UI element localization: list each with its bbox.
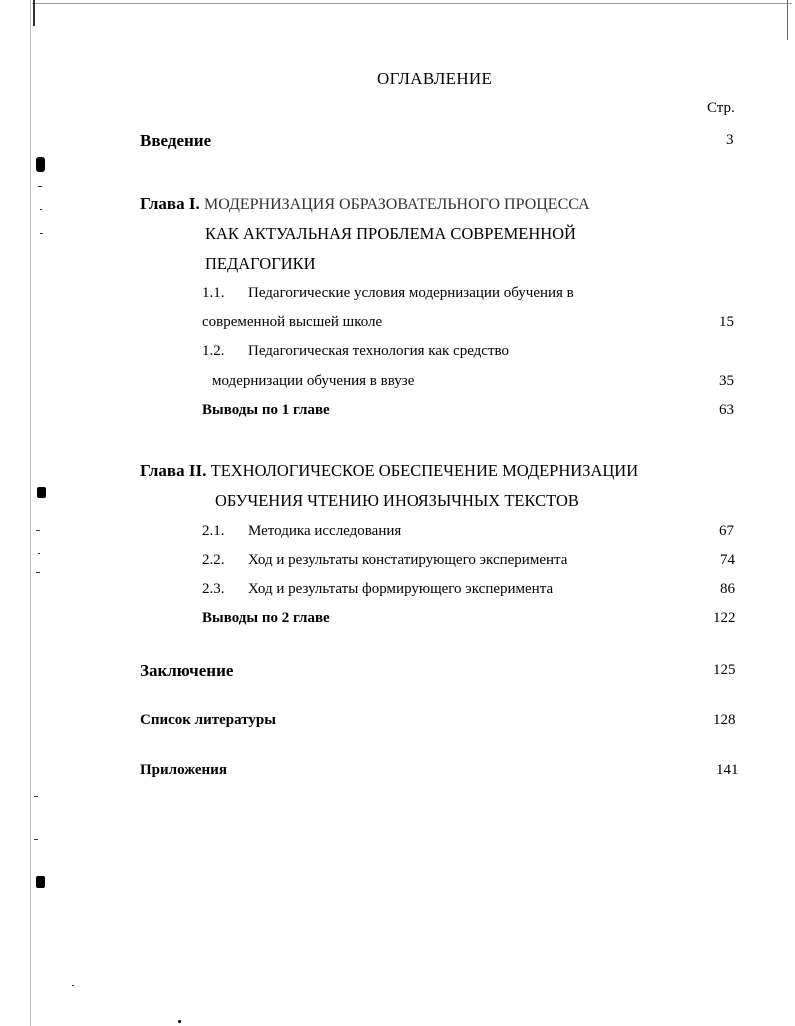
scan-dash-6: [36, 572, 40, 573]
chapter1-conclusions-label: Выводы по 1 главе: [202, 402, 330, 418]
section-2-3-page: 86: [720, 581, 735, 597]
scan-blot-1: [36, 157, 45, 172]
intro-label: Введение: [140, 131, 212, 150]
section-2-2-label: Ход и результаты констатирующего эксперимента: [248, 552, 568, 568]
section-2-1-page: 67: [719, 523, 734, 539]
chapter1-prefix: Глава I.: [140, 194, 200, 213]
chapter2-title-line1: ТЕХНОЛОГИЧЕСКОЕ ОБЕСПЕЧЕНИЕ МОДЕРНИЗАЦИИ: [210, 461, 639, 480]
chapter2-conclusions-page: 122: [713, 610, 736, 626]
chapter1-title-line1: МОДЕРНИЗАЦИЯ ОБРАЗОВАТЕЛЬНОГО ПРОЦЕССА: [203, 196, 590, 213]
literature-label: Список литературы: [140, 712, 276, 728]
conclusion-label: Заключение: [140, 661, 234, 680]
scan-left-edge: [30, 0, 31, 1026]
section-1-2-number: 1.2.: [202, 343, 225, 359]
section-2-3-label: Ход и результаты формирующего эксперимента: [248, 581, 554, 597]
scan-dash-9: [72, 985, 74, 986]
intro-page: 3: [726, 132, 734, 148]
section-1-1-page: 15: [719, 314, 734, 330]
section-2-2-page: 74: [720, 552, 735, 568]
appendices-page: 141: [716, 762, 739, 778]
scan-dot: [178, 1020, 181, 1023]
scan-dash-2: [40, 209, 42, 210]
page-column-header: Стр.: [707, 100, 735, 116]
literature-page: 128: [713, 712, 736, 728]
scan-blot-2: [37, 487, 46, 498]
chapter1-title-line2: КАК АКТУАЛЬНАЯ ПРОБЛЕМА СОВРЕМЕННОЙ: [205, 224, 576, 243]
section-2-2-number: 2.2.: [202, 552, 225, 568]
scan-dash-8: [34, 839, 38, 840]
conclusion-page: 125: [713, 662, 736, 678]
chapter2-heading: [140, 462, 638, 480]
scan-top-edge: [32, 3, 792, 4]
section-2-3-number: 2.3.: [202, 581, 225, 597]
scan-left-mark: [33, 0, 35, 26]
scan-dash-4: [36, 530, 40, 531]
chapter1-conclusions-page: 63: [719, 402, 734, 418]
section-1-1-line2: современной высшей школе: [202, 314, 383, 330]
chapter2-title-line2: ОБУЧЕНИЯ ЧТЕНИЮ ИНОЯЗЫЧНЫХ ТЕКСТОВ: [215, 491, 579, 510]
section-2-1-label: Методика исследования: [248, 523, 402, 539]
scan-dash-7: [34, 796, 38, 797]
section-1-2-page: 35: [719, 373, 734, 389]
section-1-1-number: 1.1.: [202, 285, 225, 301]
chapter1-title-line3: ПЕДАГОГИКИ: [205, 254, 316, 273]
scan-right-edge: [787, 0, 788, 40]
chapter1-heading: [140, 195, 590, 213]
section-2-1-number: 2.1.: [202, 523, 225, 539]
scan-dash-1: [38, 186, 42, 187]
chapter2-conclusions-label: Выводы по 2 главе: [202, 610, 330, 626]
section-1-1-line1: Педагогические условия модернизации обучения в: [248, 285, 574, 301]
section-1-2-line1: Педагогическая технология как средство: [248, 343, 509, 359]
scan-dash-5: [38, 553, 40, 554]
toc-title: ОГЛАВЛЕНИЕ: [377, 69, 493, 88]
section-1-2-line2: модернизации обучения в ввузе: [212, 373, 415, 389]
scan-blot-3: [36, 876, 45, 888]
scan-dash-3: [40, 233, 43, 234]
chapter2-prefix: Глава II.: [140, 461, 207, 480]
appendices-label: Приложения: [140, 762, 227, 778]
